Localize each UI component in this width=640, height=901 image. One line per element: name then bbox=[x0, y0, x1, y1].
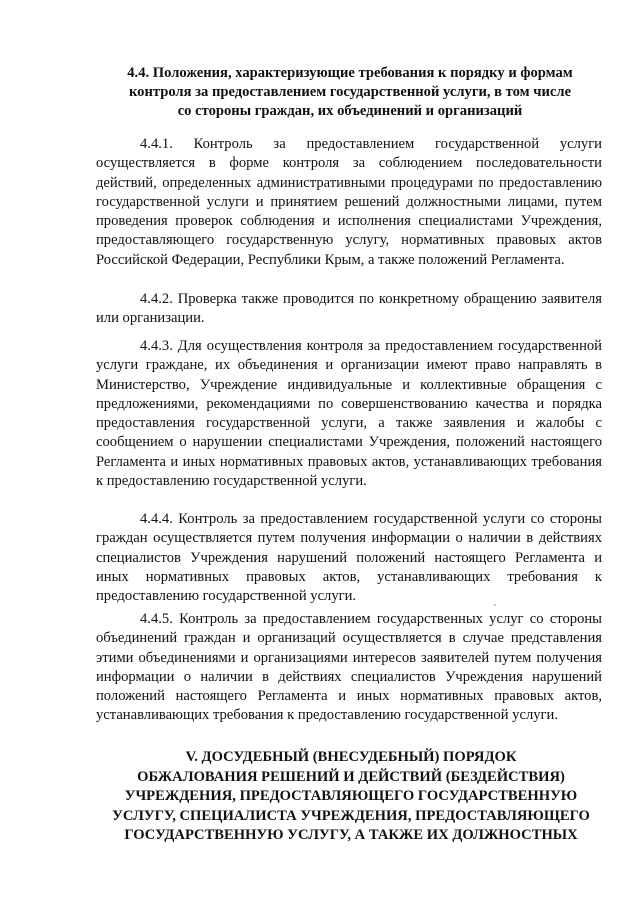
heading-line-3: со стороны граждан, их объединений и организаций bbox=[177, 103, 523, 119]
section-v-heading bbox=[96, 748, 606, 846]
heading-line-2: контроля за предоставлением государственной услуги, в том числе bbox=[128, 84, 572, 100]
section-line-1: V. ДОСУДЕБНЫЙ (ВНЕСУДЕБНЫЙ) ПОРЯДОК bbox=[185, 749, 517, 765]
heading-line-1: 4.4. Положения, характеризующие требования к порядку и формам bbox=[127, 65, 573, 81]
paragraph-4-4-5: 4.4.5. Контроль за предоставлением государственных услуг со стороны объединений граждан и организаций осуществляется в случае представления этими объединениями и организациями интересов заявителей путем получения информации о наличии в действиях специалистов Учреждения нарушений положений настоящего Регламента и иных нормативных правовых актов, устанавливающих требования к предоставлению государственной услуги. bbox=[96, 611, 602, 724]
section-line-2: ОБЖАЛОВАНИЯ РЕШЕНИЙ И ДЕЙСТВИЙ (БЕЗДЕЙСТВИЯ) bbox=[137, 768, 565, 785]
section-line-3: УЧРЕЖДЕНИЯ, ПРЕДОСТАВЛЯЮЩЕГО ГОСУДАРСТВЕННУЮ bbox=[124, 788, 578, 805]
scan-dot bbox=[494, 604, 496, 606]
section-line-5: ГОСУДАРСТВЕННУЮ УСЛУГУ, А ТАКЖЕ ИХ ДОЛЖНОСТНЫХ bbox=[124, 827, 578, 844]
paragraph-4-4-1: 4.4.1. Контроль за предоставлением государственной услуги осуществляется в форме контроля за соблюдением последовательности действий, определенных административными процедурами по предоставлению государственной услуги и принятием решений должностными лицами, путем проведения проверок соблюдения и исполнения специалистами Учреждения, предоставляющего государственную услугу, нормативных правовых актов Российской Федерации, Республики Крым, а также положений Регламента. bbox=[96, 136, 602, 268]
paragraph-4-4-3: 4.4.3. Для осуществления контроля за предоставлением государственной услуги граждане, их объединения и организации имеют право направлять в Министерство, Учреждение индивидуальные и коллективные обращения с предложениями, рекомендациями по совершенствованию качества и порядка предоставления государственной услуги, а также заявления и жалобы с сообщением о нарушении специалистами Учреждения, положений настоящего Регламента и иных нормативных правовых актов, устанавливающих требования к предоставлению государственной услуги. bbox=[96, 338, 602, 490]
paragraph-4-4-2: 4.4.2. Проверка также проводится по конкретному обращению заявителя или организации. bbox=[96, 291, 602, 327]
paragraph-4-4-4: 4.4.4. Контроль за предоставлением государственной услуги со стороны граждан осуществляется путем получения информации о наличии в действиях специалистов Учреждения нарушений положений настоящего Регламента и иных нормативных правовых актов, устанавливающих требования к предоставлению государственной услуги. bbox=[96, 511, 602, 605]
section-4-4-heading bbox=[96, 64, 604, 121]
section-line-4: УСЛУГУ, СПЕЦИАЛИСТА УЧРЕЖДЕНИЯ, ПРЕДОСТАВЛЯЮЩЕГО bbox=[112, 807, 590, 824]
